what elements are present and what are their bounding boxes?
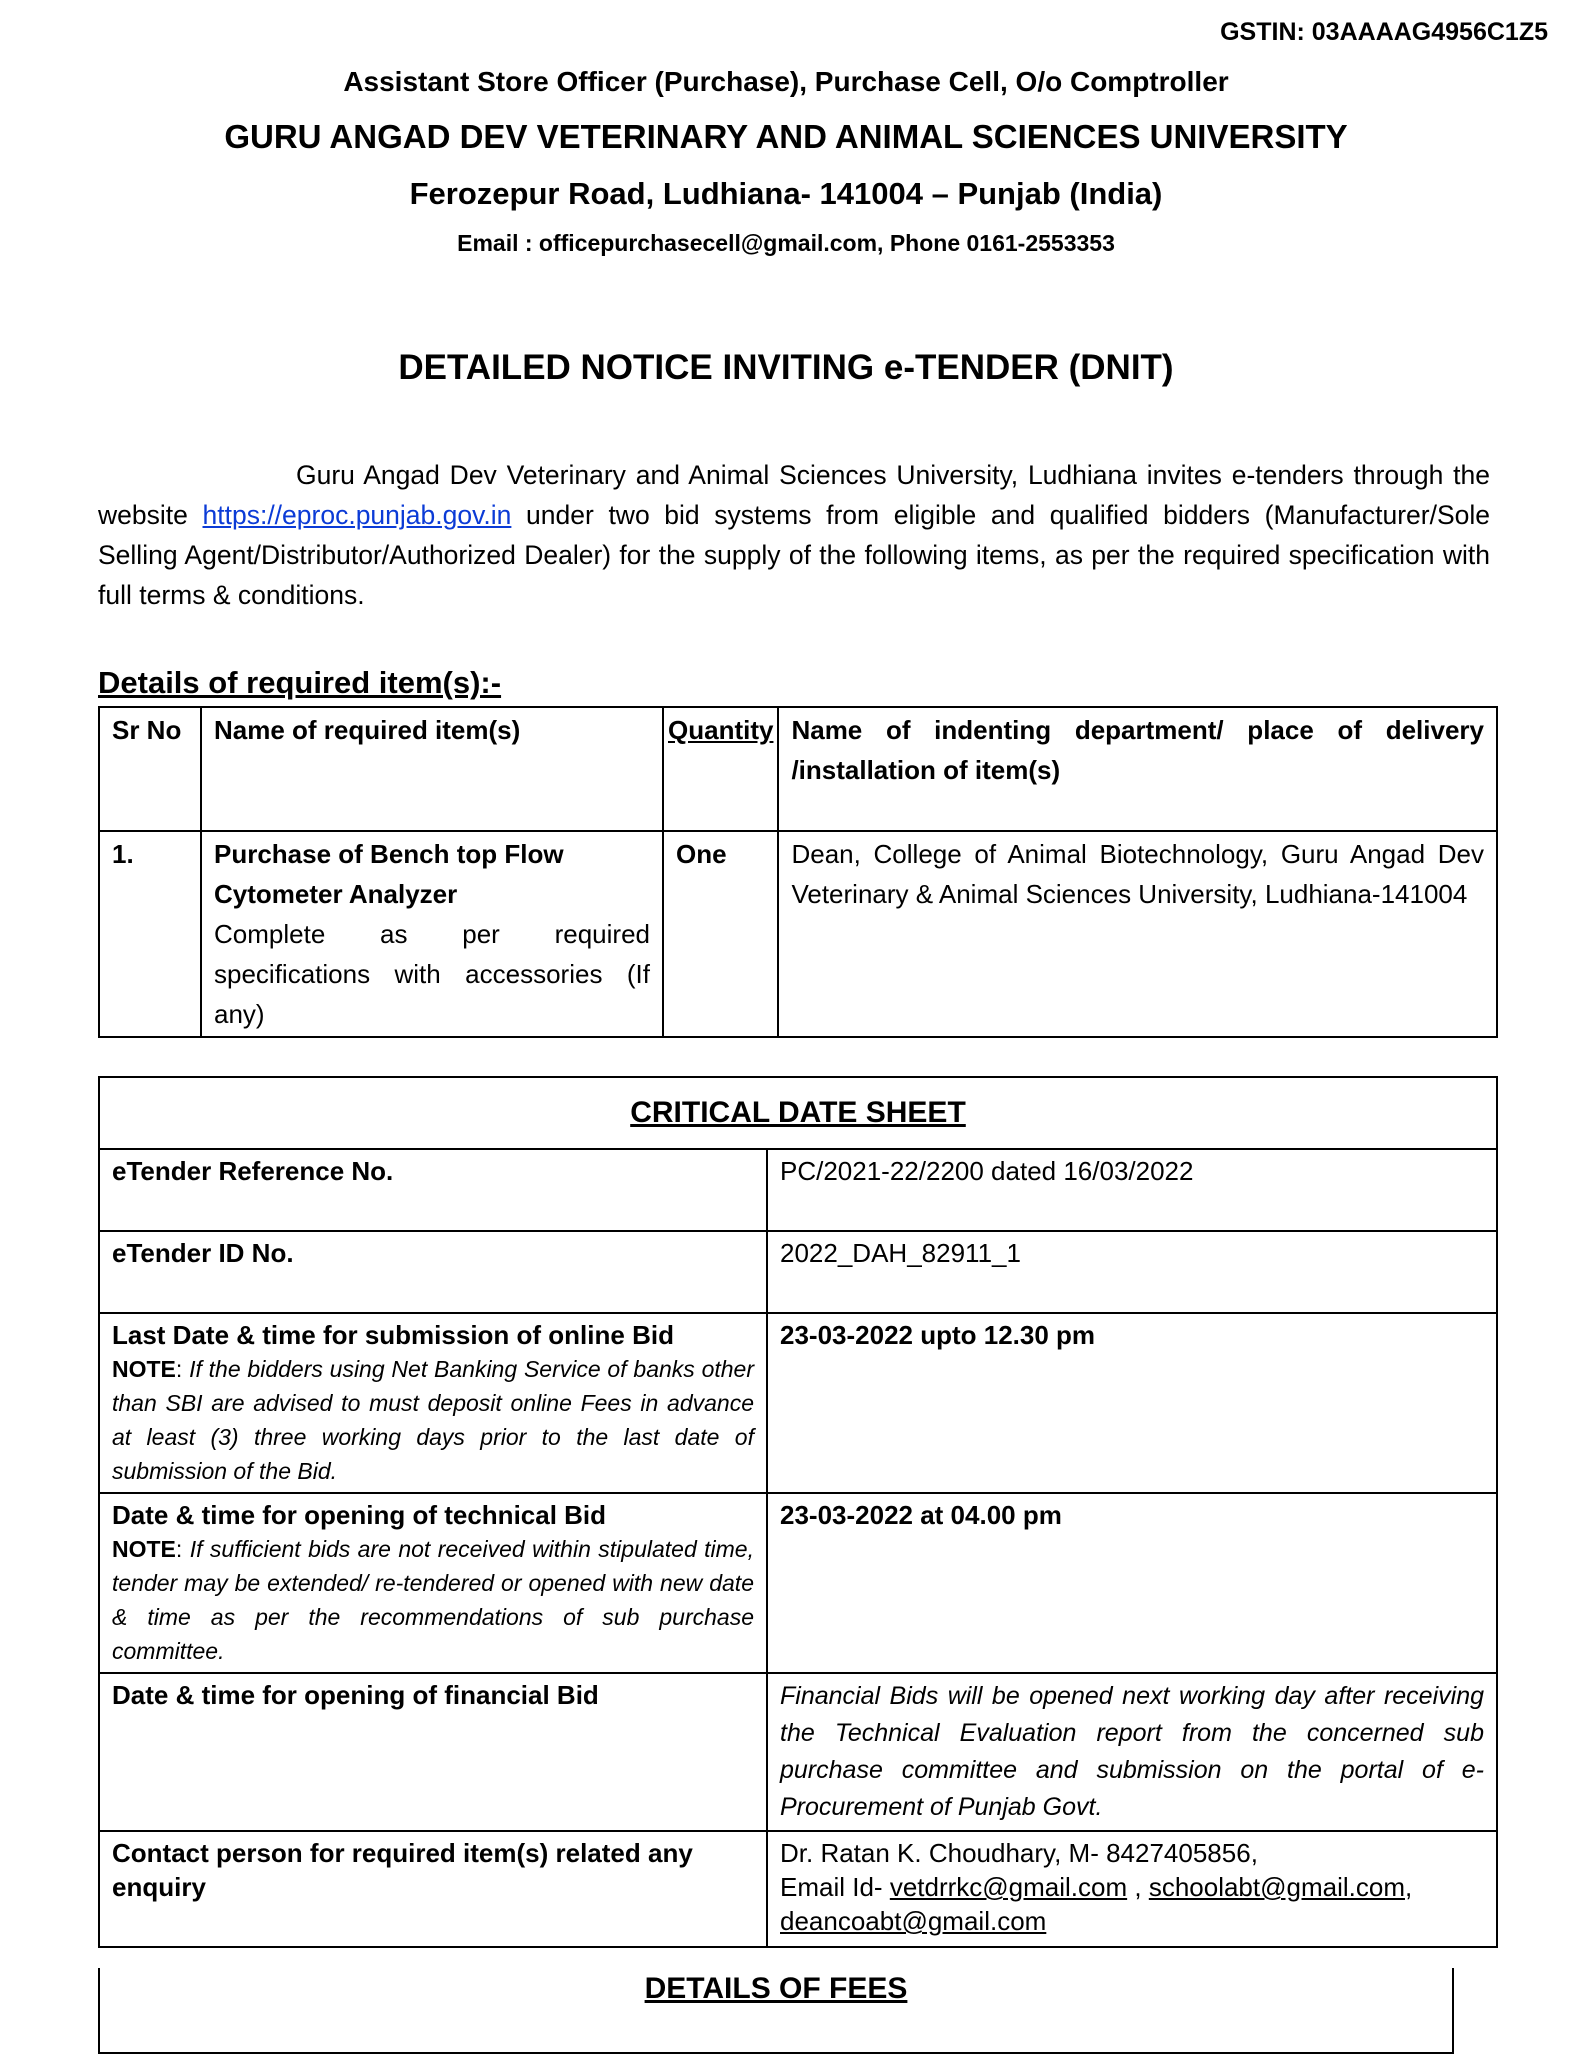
table-row bbox=[99, 1231, 1497, 1313]
cds-value-tender-id: 2022_DAH_82911_1 bbox=[767, 1231, 1497, 1313]
col-quantity-label: Quantity bbox=[668, 715, 774, 745]
cds-value-technical: 23-03-2022 at 04.00 pm bbox=[767, 1493, 1497, 1673]
university-address: Ferozepur Road, Ludhiana- 141004 – Punjab (India) bbox=[409, 176, 1163, 211]
items-section-heading: Details of required item(s):- bbox=[98, 665, 502, 700]
intro-paragraph bbox=[98, 455, 1490, 615]
cds-value-reference: PC/2021-22/2200 dated 16/03/2022 bbox=[767, 1149, 1497, 1231]
email-link[interactable]: vetdrrkc@gmail.com bbox=[889, 1872, 1128, 1902]
cds-title-cell bbox=[99, 1077, 1497, 1149]
critical-date-sheet bbox=[98, 1076, 1498, 1948]
technical-label: Date & time for opening of technical Bid bbox=[112, 1500, 607, 1530]
cds-label-submission bbox=[99, 1313, 767, 1493]
item-department: Dean, College of Animal Biotechnology, Guru Angad Dev Veterinary & Animal Sciences University, Ludhiana-141004 bbox=[778, 831, 1497, 1037]
university-name: GURU ANGAD DEV VETERINARY AND ANIMAL SCIENCES UNIVERSITY bbox=[224, 118, 1348, 155]
note-label: NOTE bbox=[112, 1536, 176, 1562]
table-row bbox=[99, 1831, 1497, 1947]
note-text: If the bidders using Net Banking Service of banks other than SBI are advised to must deposit online Fees in advance at least (3) three working days prior to the last date of submission of the Bid. bbox=[112, 1356, 754, 1484]
cds-value-submission: 23-03-2022 upto 12.30 pm bbox=[767, 1313, 1497, 1493]
office-contact: Email : officepurchasecell@gmail.com, Phone 0161-2553353 bbox=[457, 230, 1115, 256]
cds-title-row bbox=[99, 1077, 1497, 1149]
fees-title: DETAILS OF FEES bbox=[644, 1972, 908, 2005]
email-link[interactable]: deancoabt@gmail.com bbox=[780, 1906, 1047, 1936]
intro-text-2: under two bid systems from eligible and qualified bidders (Manufacturer/Sole Selling Agent/Distributor/Authorized Dealer) for the supply of the following items, as per the required specification with full terms & conditions. bbox=[98, 500, 1490, 610]
note-label: NOTE bbox=[112, 1356, 176, 1382]
required-items-table bbox=[98, 706, 1498, 1038]
item-quantity: One bbox=[663, 831, 778, 1037]
fees-section bbox=[98, 1968, 1454, 2054]
office-name: Assistant Store Officer (Purchase), Purchase Cell, O/o Comptroller bbox=[343, 66, 1229, 97]
submission-note: NOTE: If the bidders using Net Banking Service of banks other than SBI are advised to must deposit online Fees in advance at least (3) three working days prior to the last date of submission of the Bid. bbox=[112, 1356, 754, 1484]
item-name-cell bbox=[201, 831, 663, 1037]
eproc-link[interactable]: https://eproc.punjab.gov.in bbox=[202, 500, 512, 530]
contact-emails: Email Id- vetdrrkc@gmail.com , schoolabt@gmail.com, bbox=[780, 1872, 1413, 1902]
submission-label: Last Date & time for submission of online Bid bbox=[112, 1320, 674, 1350]
document-title: DETAILED NOTICE INVITING e-TENDER (DNIT) bbox=[398, 348, 1174, 387]
cds-label-technical bbox=[99, 1493, 767, 1673]
cds-label-contact: Contact person for required item(s) related any enquiry bbox=[99, 1831, 767, 1947]
table-row bbox=[99, 1493, 1497, 1673]
contact-person: Dr. Ratan K. Choudhary, M- 8427405856, bbox=[780, 1838, 1258, 1868]
gstin-number: GSTIN: 03AAAAG4956C1Z5 bbox=[1220, 18, 1548, 46]
item-name: Purchase of Bench top Flow Cytometer Analyzer bbox=[214, 839, 564, 909]
item-sr: 1. bbox=[99, 831, 201, 1037]
cds-value-financial: Financial Bids will be opened next working day after receiving the Technical Evaluation report from the concerned sub purchase committee and submission on the portal of e-Procurement of Punjab Govt. bbox=[767, 1673, 1497, 1831]
col-sr-no: Sr No bbox=[99, 707, 201, 831]
item-description: Complete as per required specifications with accessories (If any) bbox=[214, 919, 650, 1029]
cds-title: CRITICAL DATE SHEET bbox=[630, 1096, 966, 1129]
col-quantity bbox=[663, 707, 778, 831]
table-row bbox=[99, 1149, 1497, 1231]
cds-label-reference: eTender Reference No. bbox=[99, 1149, 767, 1231]
note-text: If sufficient bids are not received within stipulated time, tender may be extended/ re-tendered or opened with new date & time as per the recommendations of sub purchase committee. bbox=[112, 1536, 754, 1664]
email-prefix: Email Id- bbox=[780, 1872, 890, 1902]
table-row bbox=[99, 831, 1497, 1037]
items-table-header bbox=[99, 707, 1497, 831]
cds-label-financial: Date & time for opening of financial Bid bbox=[99, 1673, 767, 1831]
col-item-name: Name of required item(s) bbox=[201, 707, 663, 831]
cds-label-tender-id: eTender ID No. bbox=[99, 1231, 767, 1313]
col-department: Name of indenting department/ place of delivery /installation of item(s) bbox=[778, 707, 1497, 831]
table-row bbox=[99, 1673, 1497, 1831]
intro-text-1: Guru Angad Dev Veterinary and Animal Sciences University, Ludhiana invites e-tenders through the website bbox=[98, 460, 1490, 530]
technical-note: NOTE: If sufficient bids are not received within stipulated time, tender may be extended/ re-tendered or opened with new date & time as per the recommendations of sub purchase committee. bbox=[112, 1536, 754, 1664]
table-row bbox=[99, 1313, 1497, 1493]
email-link[interactable]: schoolabt@gmail.com bbox=[1148, 1872, 1405, 1902]
cds-value-contact bbox=[767, 1831, 1497, 1947]
